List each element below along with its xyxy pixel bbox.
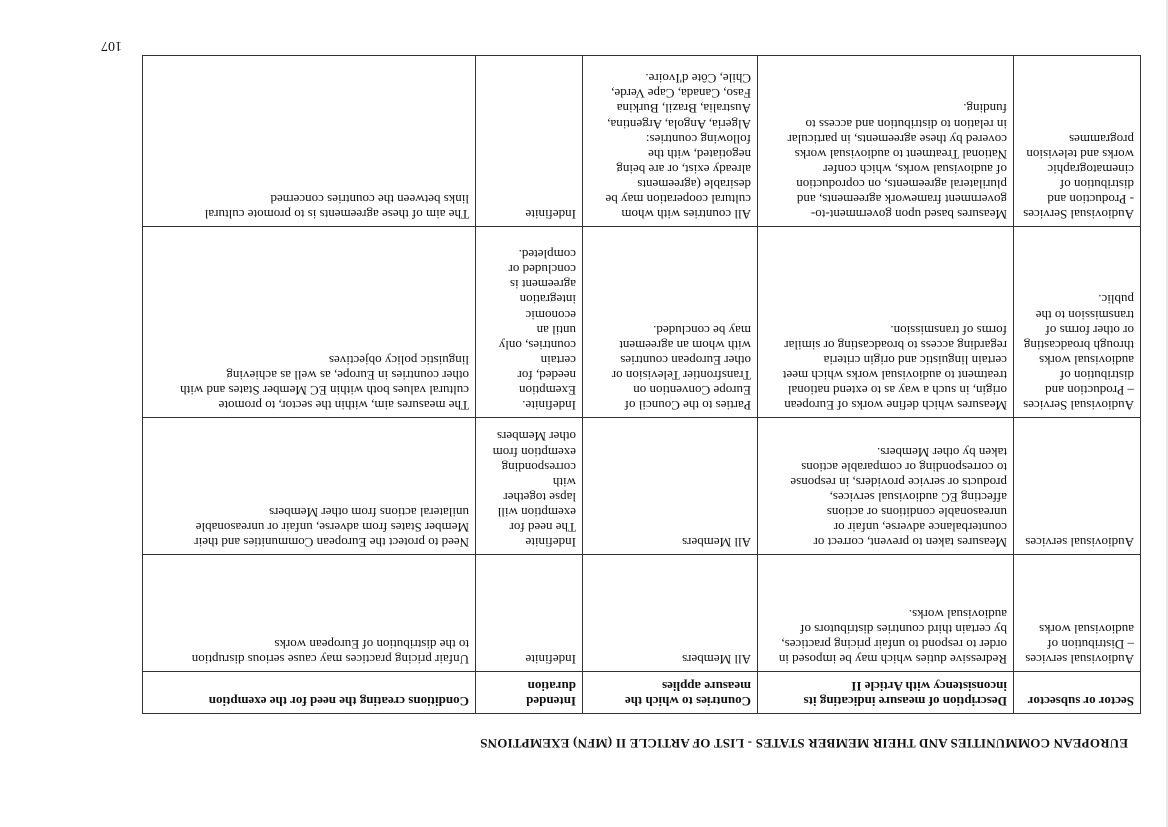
cell-duration: Indefinite The need for exemption will lapse together with corresponding exemption from other Members — [476, 418, 583, 555]
cell-countries: All Members — [583, 418, 758, 555]
cell-description: Measures taken to prevent, correct or counterbalance adverse, unfair or unreasonable conditions or actions affecting EC audiovisual services, products or service providers, in response to corresponding or comparable actions taken by other Members. — [758, 418, 1014, 555]
header-duration: Intended duration — [476, 672, 583, 714]
cell-conditions: The measures aim, within the sector, to promote cultural values both within EC Member States and with other countries in Europe, as well as achieving linguistic policy objectives — [143, 227, 476, 418]
header-conditions: Conditions creating the need for the exemption — [143, 672, 476, 714]
cell-countries: All countries with whom cultural cooperation may be desirable (agreements already exist, or are being negotiated, with the following countries: Algeria, Angola, Argentina, Australia, Brazil, Burkina Faso, Canada, Cape Verde, Chile, Côte d'Ivoire. — [583, 56, 758, 227]
cell-duration: Indefinite. Exemption needed, for certain countries, only until an economic integration agreement is concluded or completed. — [476, 227, 583, 418]
cell-duration: Indefinite — [476, 56, 583, 227]
page-number: 107 — [101, 38, 122, 53]
cell-countries: All Members — [583, 555, 758, 672]
cell-conditions: Need to protect the European Communities and their Member States from adverse, unfair or unreasonable unilateral actions from other Members — [143, 418, 476, 555]
cell-sector: Audiovisual services — [1014, 418, 1141, 555]
cell-sector: Audiovisual services – Distribution of audiovisual works — [1014, 555, 1141, 672]
mfn-exemptions-table — [142, 55, 1141, 714]
table-row — [143, 227, 1141, 418]
table-header-row — [143, 672, 1141, 714]
cell-description: Redressive duties which may be imposed in order to respond to unfair pricing practices, by certain third countries distributors of audiovisual works. — [758, 555, 1014, 672]
header-description: Description of measure indicating its inconsistency with Article II — [758, 672, 1014, 714]
header-sector: Sector or subsector — [1014, 672, 1141, 714]
cell-countries: Parties to the Council of Europe Convention on Transfrontier Television or other European countries with whom an agreement may be concluded. — [583, 227, 758, 418]
cell-conditions: The aim of these agreements is to promote cultural links between the countries concerned — [143, 56, 476, 227]
table-row — [143, 418, 1141, 555]
cell-description: Measures which define works of European origin, in such a way as to extend national treatment to audiovisual works which meet certain linguistic and origin criteria regarding access to broadcasting or similar forms of transmission. — [758, 227, 1014, 418]
cell-duration: Indefinite — [476, 555, 583, 672]
table-row — [143, 555, 1141, 672]
cell-sector: Audiovisual Services - Production and distribution of cinematographic works and television programmes — [1014, 56, 1141, 227]
cell-description: Measures based upon government-to- government framework agreements, and plurilateral agreements, on coproduction of audiovisual works, which confer National Treatment to audiovisual works covered by these agreements, in particular in relation to distribution and access to funding. — [758, 56, 1014, 227]
header-countries: Countries to which the measure applies — [583, 672, 758, 714]
cell-conditions: Unfair pricing practices may cause serious disruption to the distribution of European works — [143, 555, 476, 672]
cell-sector: Audiovisual Services – Production and distribution of audiovisual works through broadcasting or other forms of transmission to the public. — [1014, 227, 1141, 418]
table-row — [143, 56, 1141, 227]
document-title: EUROPEAN COMMUNITIES AND THEIR MEMBER STATES - LIST OF ARTICLE II (MFN) EXEMPTIONS — [480, 736, 1128, 751]
